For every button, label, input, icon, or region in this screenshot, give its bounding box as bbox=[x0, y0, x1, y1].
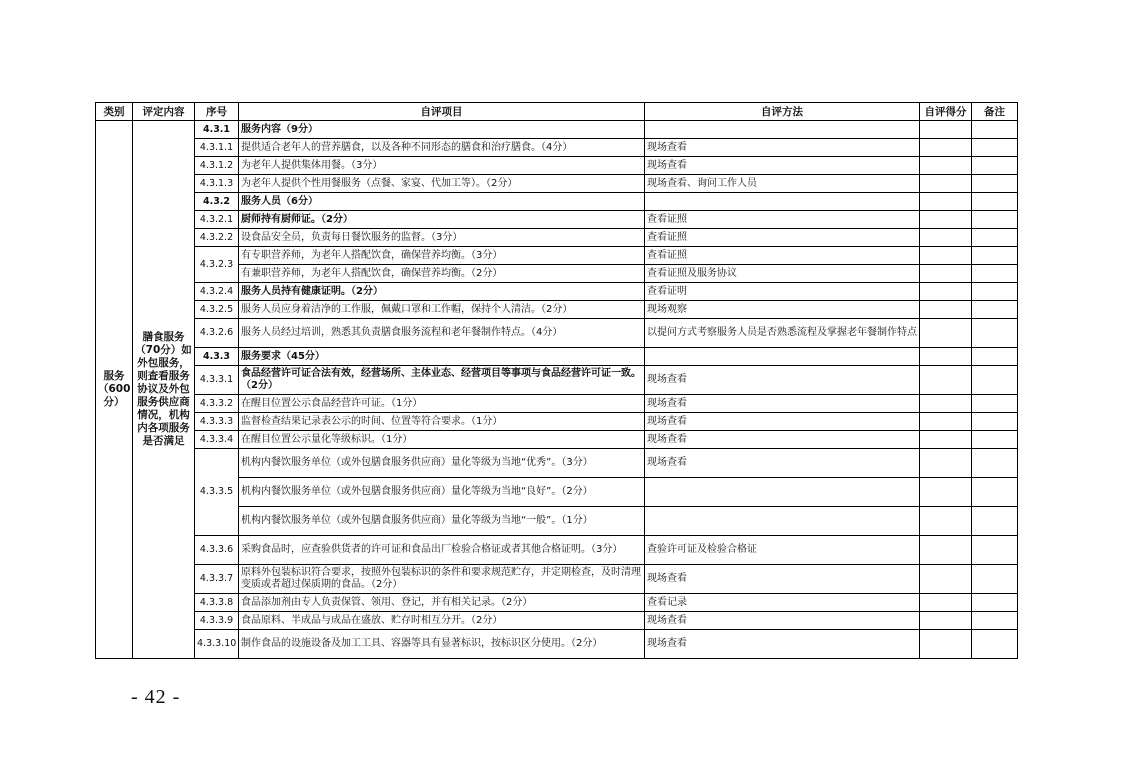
row-item: 机构内餐饮服务单位（或外包膳食服务供应商）量化等级为当地“一般”。（1分） bbox=[239, 507, 645, 536]
table-row bbox=[96, 431, 1018, 449]
remarks-cell[interactable] bbox=[972, 211, 1018, 229]
remarks-cell[interactable] bbox=[972, 594, 1018, 612]
remarks-cell[interactable] bbox=[972, 431, 1018, 449]
row-item: 设食品安全员，负责每日餐饮服务的监督。（3分） bbox=[239, 229, 645, 247]
row-item: 厨师持有厨师证。（2分） bbox=[239, 211, 645, 229]
table-row bbox=[96, 301, 1018, 319]
table-row bbox=[96, 395, 1018, 413]
row-method bbox=[645, 478, 920, 507]
row-item: 服务人员经过培训，熟悉其负责膳食服务流程和老年餐制作特点。（4分） bbox=[239, 319, 645, 348]
row-item: 制作食品的设施设备及加工工具、容器等具有显著标识，按标识区分使用。（2分） bbox=[239, 630, 645, 659]
score-cell[interactable] bbox=[920, 565, 972, 594]
remarks-cell[interactable] bbox=[972, 348, 1018, 366]
header-criterion: 评定内容 bbox=[133, 103, 195, 121]
row-method: 查看证照 bbox=[645, 229, 920, 247]
row-method bbox=[645, 507, 920, 536]
remarks-cell[interactable] bbox=[972, 366, 1018, 395]
score-cell[interactable] bbox=[920, 301, 972, 319]
score-cell[interactable] bbox=[920, 366, 972, 395]
score-cell[interactable] bbox=[920, 507, 972, 536]
row-method: 现场查看 bbox=[645, 366, 920, 395]
row-method: 现场查看 bbox=[645, 157, 920, 175]
table-row bbox=[96, 536, 1018, 565]
row-method: 查看证照 bbox=[645, 247, 920, 265]
row-number: 4.3.3.6 bbox=[195, 536, 239, 565]
row-item: 服务人员（6分） bbox=[239, 193, 645, 211]
remarks-cell[interactable] bbox=[972, 478, 1018, 507]
table-row bbox=[96, 139, 1018, 157]
row-method: 查看证照及服务协议 bbox=[645, 265, 920, 283]
score-cell[interactable] bbox=[920, 348, 972, 366]
table-row bbox=[96, 366, 1018, 395]
row-number: 4.3.3.2 bbox=[195, 395, 239, 413]
remarks-cell[interactable] bbox=[972, 301, 1018, 319]
remarks-cell[interactable] bbox=[972, 630, 1018, 659]
table-row bbox=[96, 630, 1018, 659]
score-cell[interactable] bbox=[920, 395, 972, 413]
row-item: 服务要求（45分） bbox=[239, 348, 645, 366]
row-item: 有专职营养师，为老年人搭配饮食，确保营养均衡。（3分） bbox=[239, 247, 645, 265]
row-item: 服务人员应身着洁净的工作服，佩戴口罩和工作帽，保持个人清洁。（2分） bbox=[239, 301, 645, 319]
score-cell[interactable] bbox=[920, 612, 972, 630]
row-number: 4.3.1.1 bbox=[195, 139, 239, 157]
remarks-cell[interactable] bbox=[972, 395, 1018, 413]
row-number: 4.3.3.10 bbox=[195, 630, 239, 659]
row-item: 采购食品时，应查验供货者的许可证和食品出厂检验合格证或者其他合格证明。（3分） bbox=[239, 536, 645, 565]
header-row bbox=[96, 103, 1018, 121]
score-cell[interactable] bbox=[920, 193, 972, 211]
score-cell[interactable] bbox=[920, 139, 972, 157]
row-method: 现场查看 bbox=[645, 139, 920, 157]
category-cell: 服务（600分） bbox=[96, 121, 133, 659]
row-item: 食品添加剂由专人负责保管、领用、登记，并有相关记录。（2分） bbox=[239, 594, 645, 612]
row-number: 4.3.2.4 bbox=[195, 283, 239, 301]
remarks-cell[interactable] bbox=[972, 283, 1018, 301]
row-method: 现场查看 bbox=[645, 395, 920, 413]
row-item: 食品经营许可证合法有效，经营场所、主体业态、经营项目等事项与食品经营许可证一致。（2分） bbox=[239, 366, 645, 395]
row-method: 查看证照 bbox=[645, 211, 920, 229]
criterion-cell: 膳食服务（70分）如外包服务，则查看服务协议及外包服务供应商情况，机构内各项服务是否满足 bbox=[133, 121, 195, 659]
row-item: 食品原料、半成品与成品在盛放、贮存时相互分开。（2分） bbox=[239, 612, 645, 630]
remarks-cell[interactable] bbox=[972, 265, 1018, 283]
row-method bbox=[645, 348, 920, 366]
row-method: 查验许可证及检验合格证 bbox=[645, 536, 920, 565]
header-method: 自评方法 bbox=[645, 103, 920, 121]
row-number: 4.3.3.9 bbox=[195, 612, 239, 630]
remarks-cell[interactable] bbox=[972, 247, 1018, 265]
score-cell[interactable] bbox=[920, 211, 972, 229]
row-number: 4.3.3.4 bbox=[195, 431, 239, 449]
table-row bbox=[96, 229, 1018, 247]
table-row bbox=[96, 157, 1018, 175]
table-row bbox=[96, 193, 1018, 211]
row-number: 4.3.2.5 bbox=[195, 301, 239, 319]
row-number: 4.3.1 bbox=[195, 121, 239, 139]
table-row bbox=[96, 413, 1018, 431]
row-item: 监督检查结果记录表公示的时间、位置等符合要求。（1分） bbox=[239, 413, 645, 431]
table-row bbox=[96, 348, 1018, 366]
score-cell[interactable] bbox=[920, 265, 972, 283]
row-method: 以提问方式考察服务人员是否熟悉流程及掌握老年餐制作特点 bbox=[645, 319, 920, 348]
remarks-cell[interactable] bbox=[972, 229, 1018, 247]
score-cell[interactable] bbox=[920, 630, 972, 659]
row-method: 查看记录 bbox=[645, 594, 920, 612]
score-cell[interactable] bbox=[920, 175, 972, 193]
remarks-cell[interactable] bbox=[972, 413, 1018, 431]
row-number: 4.3.3.3 bbox=[195, 413, 239, 431]
row-method bbox=[645, 193, 920, 211]
row-item: 服务人员持有健康证明。（2分） bbox=[239, 283, 645, 301]
row-method: 现场查看 bbox=[645, 413, 920, 431]
score-cell[interactable] bbox=[920, 247, 972, 265]
remarks-cell[interactable] bbox=[972, 193, 1018, 211]
header-category: 类别 bbox=[96, 103, 133, 121]
row-item: 原料外包装标识符合要求，按照外包装标识的条件和要求规范贮存，并定期检查，及时清理变质或者超过保质期的食品。（2分） bbox=[239, 565, 645, 594]
header-score: 自评得分 bbox=[920, 103, 972, 121]
row-number: 4.3.3.1 bbox=[195, 366, 239, 395]
table-row bbox=[96, 594, 1018, 612]
page-number: - 42 - bbox=[131, 686, 181, 708]
table-row bbox=[96, 175, 1018, 193]
row-method: 现场查看、询问工作人员 bbox=[645, 175, 920, 193]
score-cell[interactable] bbox=[920, 283, 972, 301]
row-number: 4.3.3.8 bbox=[195, 594, 239, 612]
row-item: 为老年人提供个性用餐服务（点餐、家宴、代加工等）。（2分） bbox=[239, 175, 645, 193]
remarks-cell[interactable] bbox=[972, 612, 1018, 630]
row-number: 4.3.2.2 bbox=[195, 229, 239, 247]
evaluation-table bbox=[95, 102, 1018, 659]
row-item: 机构内餐饮服务单位（或外包膳食服务供应商）量化等级为当地“良好”。（2分） bbox=[239, 478, 645, 507]
row-number: 4.3.2.3 bbox=[195, 247, 239, 283]
row-item: 有兼职营养师，为老年人搭配饮食，确保营养均衡。（2分） bbox=[239, 265, 645, 283]
row-method: 现场查看 bbox=[645, 630, 920, 659]
row-number: 4.3.2.1 bbox=[195, 211, 239, 229]
table-row bbox=[96, 121, 1018, 139]
row-item: 机构内餐饮服务单位（或外包膳食服务供应商）量化等级为当地“优秀”。（3分） bbox=[239, 449, 645, 478]
remarks-cell[interactable] bbox=[972, 139, 1018, 157]
row-item: 在醒目位置公示食品经营许可证。（1分） bbox=[239, 395, 645, 413]
score-cell[interactable] bbox=[920, 431, 972, 449]
row-item: 在醒目位置公示量化等级标识。（1分） bbox=[239, 431, 645, 449]
remarks-cell[interactable] bbox=[972, 565, 1018, 594]
row-item: 服务内容（9分） bbox=[239, 121, 645, 139]
table-row bbox=[96, 612, 1018, 630]
score-cell[interactable] bbox=[920, 229, 972, 247]
row-number: 4.3.3 bbox=[195, 348, 239, 366]
table-row bbox=[96, 283, 1018, 301]
row-number: 4.3.1.3 bbox=[195, 175, 239, 193]
table-row bbox=[96, 449, 1018, 478]
row-number: 4.3.2 bbox=[195, 193, 239, 211]
remarks-cell[interactable] bbox=[972, 449, 1018, 478]
header-number: 序号 bbox=[195, 103, 239, 121]
row-method bbox=[645, 121, 920, 139]
table-row bbox=[96, 211, 1018, 229]
row-method: 现场查看 bbox=[645, 449, 920, 478]
table-row bbox=[96, 565, 1018, 594]
table-row bbox=[96, 247, 1018, 265]
score-cell[interactable] bbox=[920, 319, 972, 348]
remarks-cell[interactable] bbox=[972, 175, 1018, 193]
remarks-cell[interactable] bbox=[972, 319, 1018, 348]
row-method: 现场查看 bbox=[645, 431, 920, 449]
remarks-cell[interactable] bbox=[972, 121, 1018, 139]
row-item: 提供适合老年人的营养膳食，以及各种不同形态的膳食和治疗膳食。（4分） bbox=[239, 139, 645, 157]
row-method: 现场查看 bbox=[645, 612, 920, 630]
remarks-cell[interactable] bbox=[972, 507, 1018, 536]
row-number: 4.3.1.2 bbox=[195, 157, 239, 175]
score-cell[interactable] bbox=[920, 594, 972, 612]
row-method: 现场查看 bbox=[645, 565, 920, 594]
remarks-cell[interactable] bbox=[972, 536, 1018, 565]
score-cell[interactable] bbox=[920, 413, 972, 431]
row-number: 4.3.3.5 bbox=[195, 449, 239, 536]
remarks-cell[interactable] bbox=[972, 157, 1018, 175]
row-number: 4.3.2.6 bbox=[195, 319, 239, 348]
score-cell[interactable] bbox=[920, 449, 972, 478]
row-item: 为老年人提供集体用餐。（3分） bbox=[239, 157, 645, 175]
score-cell[interactable] bbox=[920, 157, 972, 175]
row-method: 现场观察 bbox=[645, 301, 920, 319]
row-number: 4.3.3.7 bbox=[195, 565, 239, 594]
header-remarks: 备注 bbox=[972, 103, 1018, 121]
score-cell[interactable] bbox=[920, 121, 972, 139]
row-method: 查看证明 bbox=[645, 283, 920, 301]
header-item: 自评项目 bbox=[239, 103, 645, 121]
score-cell[interactable] bbox=[920, 478, 972, 507]
table-row bbox=[96, 319, 1018, 348]
score-cell[interactable] bbox=[920, 536, 972, 565]
